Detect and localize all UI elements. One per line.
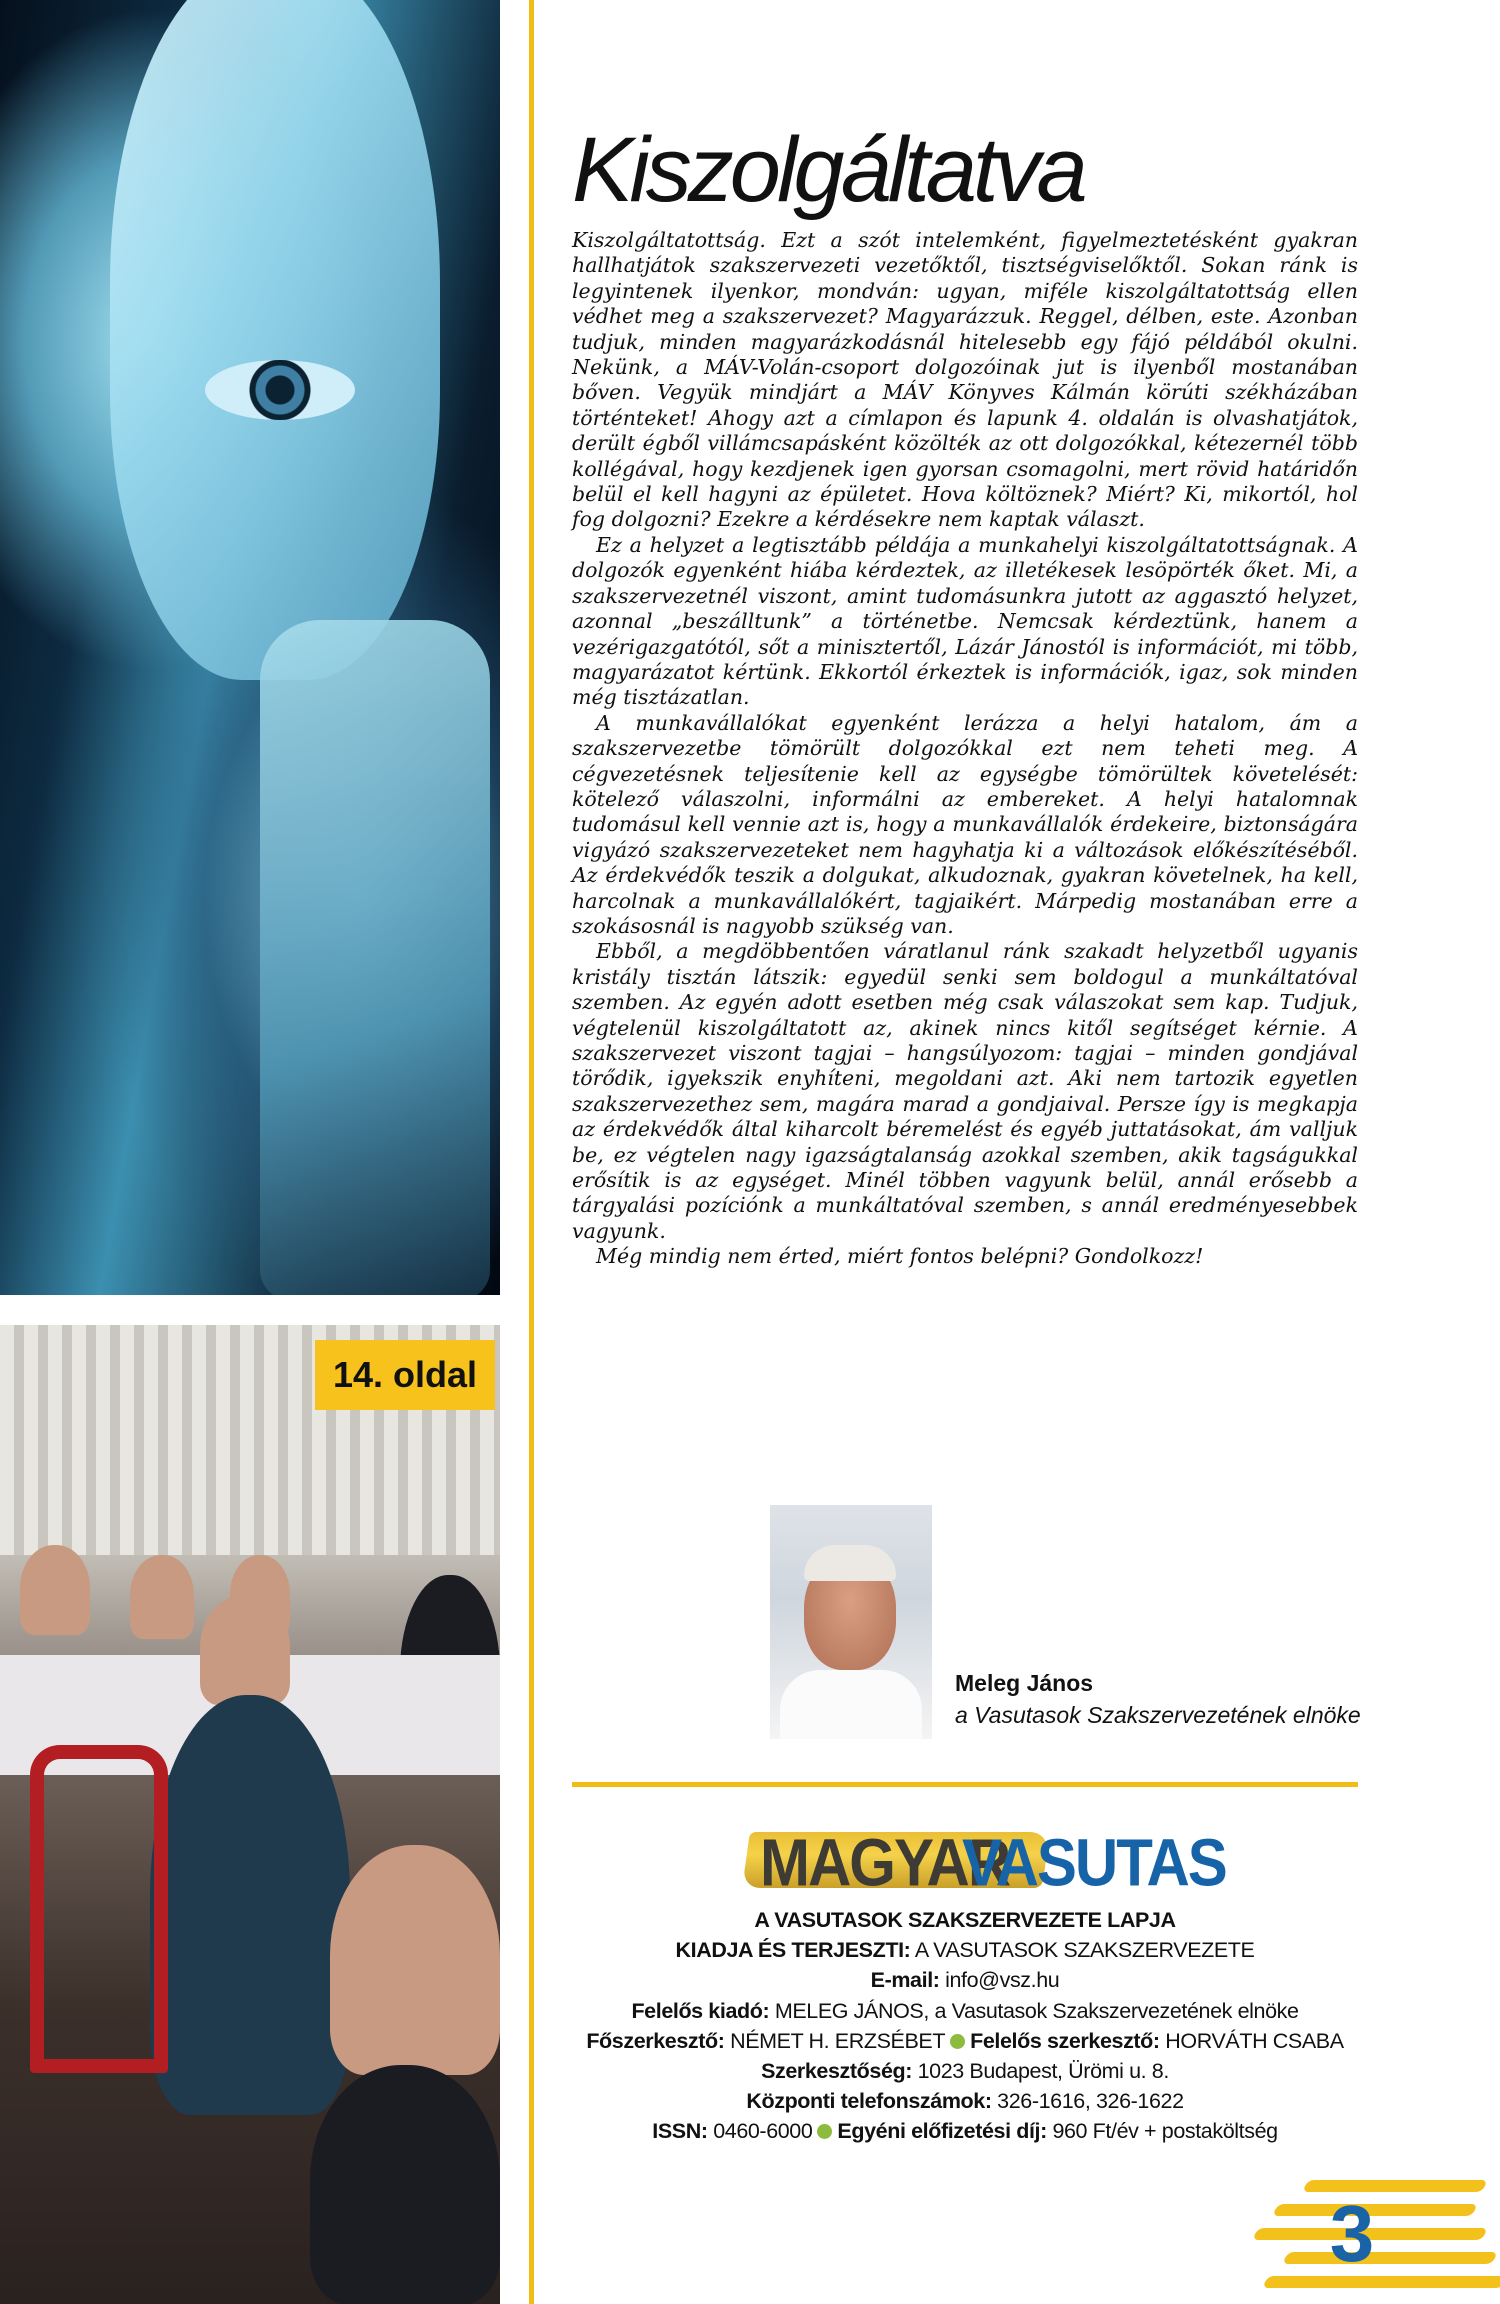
article-paragraph: Ez a helyzet a legtisztább példája a munkahelyi kiszolgáltatottságnak. A dolgozók egyenként hiába kérdeztek, az illetékesek lesöpörték őket. Mi, a szakszervezetnél viszont, amint tudomásunkra jutott az aggasztó helyzet, azonnal „beszálltunk” a történetbe. Nemcsak kérdeztünk, hanem a vezérigazgatótól, sőt a minisztertől, Lázár Jánostól is információt, mi több, magyarázatot kértünk. Ekkortól érkeztek is információk, igaz, sok minden még tisztázatlan. [572,532,1358,710]
masthead-line: Szerkesztőség: 1023 Budapest, Ürömi u. 8. [761,2059,1169,2084]
article-paragraph: Ebből, a megdöbbentően váratlanul ránk szakadt helyzetből ugyanis kristály tisztán látszik: egyedül senki sem boldogul a munkáltatóval szemben. Az egyén adott esetben még csak válaszokat sem kap. Tudjuk, végtelenül kiszolgáltatott az, akinek nincs kitől segítséget kérnie. A szakszervezet viszont tagjai – hangsúlyozom: tagjai – minden gondjával törődik, igyekszik enyhíteni, megoldani azt. Aki nem tartozik egyetlen szakszervezethez sem, magára marad a gondjaival. Persze így is megkapja az érdekvédők által kiharcolt béremelést és egyéb juttatásokat, ám valljuk be, ez végtelen nagy igazságtalanság azokkal szemben, akik tagságukkal erősítik is az egységet. Minél többen vagyunk belül, annál erősebb a tárgyalási pozíciónk a munkáltatóval szemben, s annál eredményesebbek vagyunk. [572,939,1358,1243]
article-paragraph: Kiszolgáltatottság. Ezt a szót intelemként, figyelmeztetésként gyakran hallhatjátok szakszervezeti vezetőktől, tisztségviselőktől. Sokan ránk is legyintenek ilyenkor, mondván: ugyan, miféle kiszolgáltatottság ellen védhet meg a szakszervezet? Magyarázzuk. Reggel, délben, este. Azonban tudjuk, minden magyarázkodásnál hitelesebb egy fájó példából okulni. Nekünk, a MÁV-Volán-csoport dolgozóinak jut is ilyenből mostanában bőven. Vegyük mindjárt a MÁV Könyves Kálmán körúti székházában történteket! Ahogy azt a címlapon és lapunk 4. oldalán is olvashatjátok, derült égből villámcsapásként közölték az ott dolgozókkal, kétezernél több kollégával, hogy kezdjenek igen gyorsan csomagolni, mert rövid határidőn belül el kell hagyni az épületet. Hova költöznek? Miért? Ki, mikortól, hol fog dolgozni? Ezekre a kérdésekre nem kaptak választ. [572,228,1358,532]
article-title: Kiszolgáltatva [572,119,1084,221]
page-number: 3 [1329,2189,1375,2278]
mask-photo [0,0,500,1295]
masthead-line: Központi telefonszámok: 326-1616, 326-1622 [746,2089,1184,2114]
masthead-line: Főszerkesztő: NÉMET H. ERZSÉBET Felelős szerkesztő: HORVÁTH CSABA [586,2028,1344,2053]
eye-shape [205,360,355,420]
masthead-line: ISSN: 0460-6000 Egyéni előfizetési díj: 960 Ft/év + postaköltség [652,2119,1278,2144]
article-paragraph: Még mindig nem érted, miért fontos belépni? Gondolkozz! [596,1244,1204,1269]
masthead-line: KIADJA ÉS TERJESZTI: A VASUTASOK SZAKSZERVEZETE [675,1938,1255,1963]
guest-shape [130,1555,194,1639]
masthead-line: E-mail: info@vsz.hu [870,1968,1060,1993]
masthead-line: A VASUTASOK SZAKSZERVEZETE LAPJA [754,1908,1176,1932]
mask-face-shape [110,0,440,680]
article-paragraph: A munkavállalókat egyenként lerázza a helyi hatalom, ám a szakszervezetbe tömörült dolgozókkal ezt nem teheti meg. A cégvezetésnek teljesítenie kell az egységbe tömörültek követelését: kötelező válaszolni, informálni az embereket. A helyi hatalomnak tudomásul kell vennie azt is, hogy a munkavállalók érdekeire, biztonságára vigyázó szakszervezeteket nem hagyhatja ki a változások előkészítéséből. Az érdekvédők teszik a dolgukat, alkudoznak, gyakran követelnek, ha kell, harcolnak a munkavállalókért, tagjaikért. Márpedig mostanában erre a szokásosnál is nagyobb szükség van. [572,710,1358,938]
foreground-jacket-shape [310,2065,500,2304]
vertical-divider [529,0,534,2304]
magyar-vasutas-logo [746,1818,1226,1901]
author-name: Meleg János [955,1670,1094,1696]
hand-shape [260,620,490,1295]
red-chair-shape [30,1745,168,2073]
dinner-photo [0,1325,500,2304]
author-portrait [770,1505,932,1739]
article-body [572,228,1358,1270]
woman-head-shape [200,1595,290,1705]
horizontal-divider [572,1782,1358,1787]
portrait-shirt-shape [780,1670,922,1739]
logo-word-magyar: MAGYAR [760,1825,1010,1901]
bullet-icon [817,2124,832,2139]
portrait-hair-shape [804,1545,896,1581]
page-reference-badge: 14. oldal [315,1340,495,1410]
logo-word-vasutas: VASUTAS [962,1825,1226,1901]
woman-dress-shape [150,1695,350,2115]
author-role: a Vasutasok Szakszervezetének elnöke [955,1702,1361,1728]
bullet-icon [950,2034,965,2049]
masthead [572,1905,1358,2147]
foreground-man-shape [330,1845,500,2075]
masthead-line: Felelős kiadó: MELEG JÁNOS, a Vasutasok Szakszervezetének elnöke [631,1998,1299,2023]
guest-shape [20,1545,90,1635]
